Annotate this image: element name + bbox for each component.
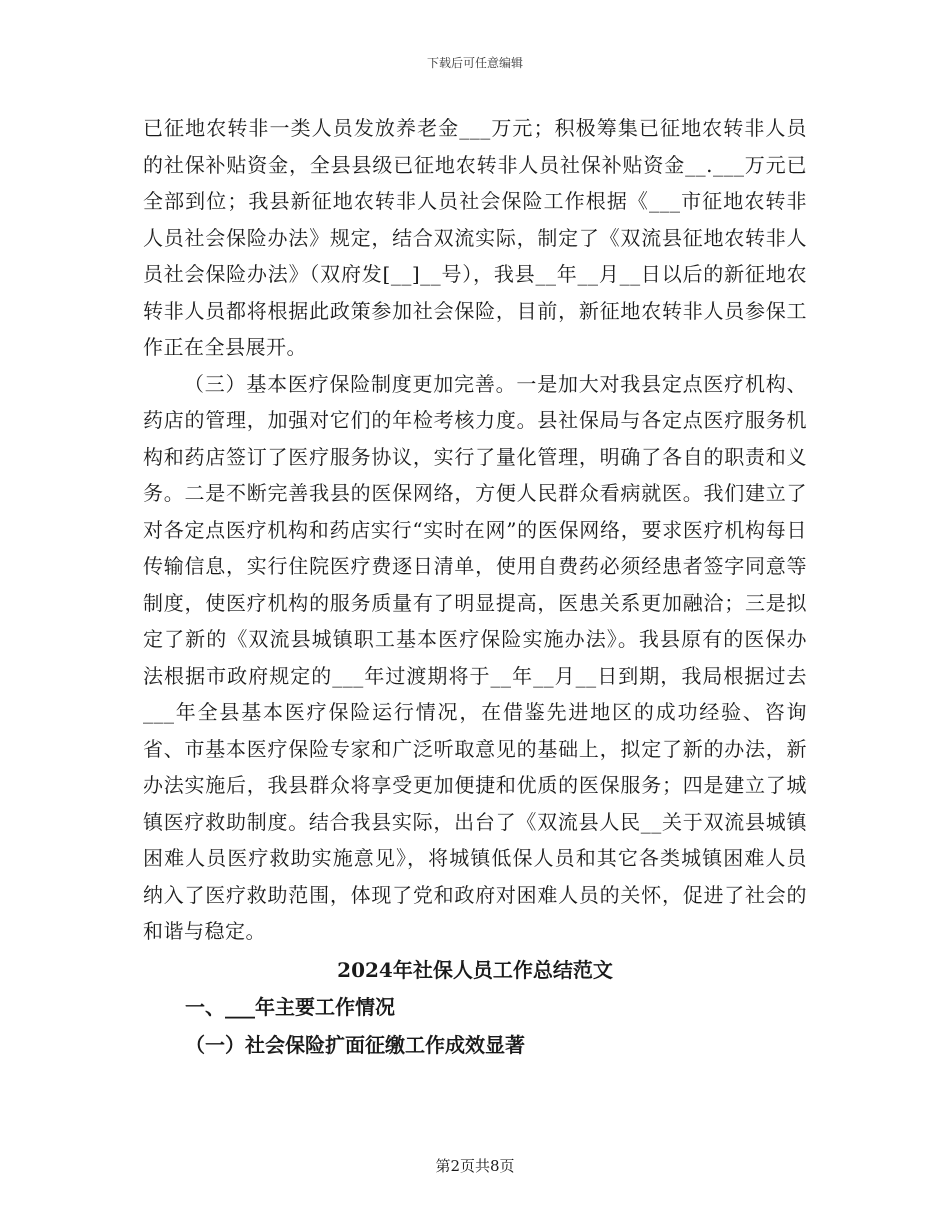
section-heading-1: 一、___年主要工作情况 [185, 995, 395, 1019]
document-body [143, 110, 807, 1064]
paragraph-medical-insurance: （三）基本医疗保险制度更加完善。一是加大对我县定点医疗机构、药店的管理，加强对它们的年检考核力度。县社保局与各定点医疗服务机构和药店签订了医疗服务协议，实行了量化管理，明确了各自的职责和义务。二是不断完善我县的医保网络，方便人民群众看病就医。我们建立了对各定点医疗机构和药店实行“实时在网”的医保网络，要求医疗机构每日传输信息，实行住院医疗费逐日清单，使用自费药必须经患者签字同意等制度，使医疗机构的服务质量有了明显提高，医患关系更加融洽；三是拟定了新的《双流县城镇职工基本医疗保险实施办法》。我县原有的医保办法根据市政府规定的___年过渡期将于__年__月__日到期，我局根据过去___年全县基本医疗保险运行情况，在借鉴先进地区的成功经验、咨询省、市基本医疗保险专家和广泛听取意见的基础上，拟定了新的办法，新办法实施后，我县群众将享受更加便捷和优质的医保服务；四是建立了城镇医疗救助制度。结合我县实际，出台了《双流县人民__关于双流县城镇困难人员医疗救助实施意见》，将城镇低保人员和其它各类城镇困难人员纳入了医疗救助范围，体现了党和政府对困难人员的关怀，促进了社会的和谐与稳定。 [143, 371, 807, 943]
paragraph-social-insurance-land: 已征地农转非一类人员发放养老金___万元；积极筹集已征地农转非人员的社保补贴资金，全县县级已征地农转非人员社保补贴资金__.___万元已全部到位；我县新征地农转非人员社会保险工作根据《___市征地农转非人员社会保险办法》规定，结合双流实际，制定了《双流县征地农转非人员社会保险办法》（双府发[__]__号），我县__年__月__日以后的新征地农转非人员都将根据此政策参加社会保险，目前，新征地农转非人员参保工作正在全县展开。 [143, 116, 807, 359]
page-footer-page-number: 第2页共8页 [435, 1157, 515, 1175]
document-title: 2024年社保人员工作总结范文 [337, 957, 613, 982]
page-header: 下载后可任意编辑 [426, 56, 523, 70]
section-heading-2: （一）社会保险扩面征缴工作成效显著 [185, 1033, 525, 1057]
